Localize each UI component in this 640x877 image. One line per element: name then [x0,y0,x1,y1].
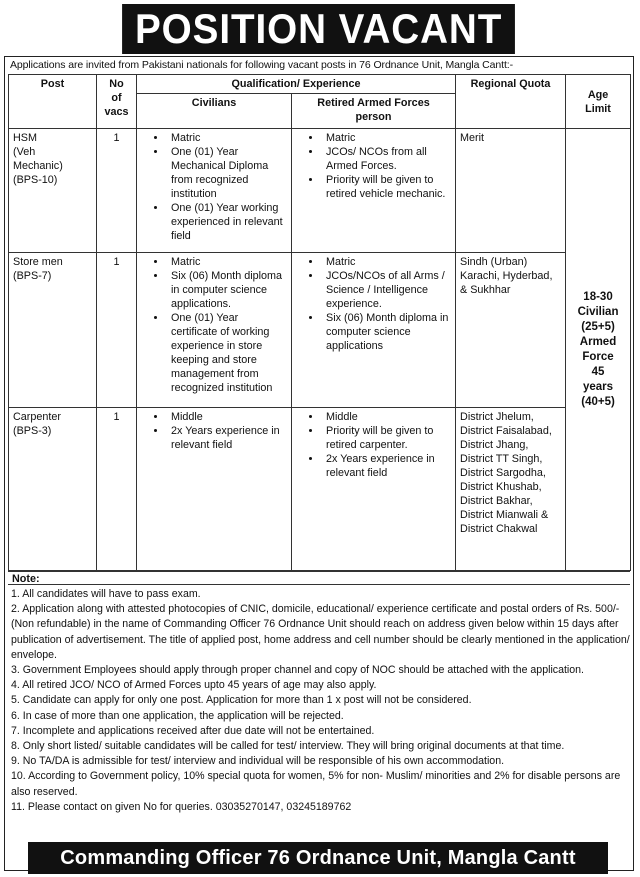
header-post: Post [9,75,97,129]
note-item: 2. Application along with attested photocopies of CNIC, domicile, educational/ experience certificate and postal orders of Rs. 500/- (Non refundable) in the name of Commanding Officer 76 Ordnance Unit should reach on address given below within 15 days after publication of advertisement. The title of applied post, home address and cell number should be clearly mentioned in the application/ envelope. [11,603,630,661]
qualification-item: • Priority will be given to retired carpenter. [322,424,451,452]
quota-line: District TT Singh, [460,453,543,465]
quota-line: Merit [460,132,485,144]
age-limit-line: Armed [579,335,617,348]
post-cell [9,129,97,253]
post-line: Store men [13,256,63,268]
civilians-qualification-cell [137,408,292,571]
note-item: 3. Government Employees should apply through proper channel and copy of NOC should be attached with the application. [11,664,585,677]
civilians-qualification-cell [137,253,292,408]
regional-quota-cell [456,408,566,571]
post-line: (Veh [13,146,36,158]
qualification-item: • 2x Years experience in relevant field [167,424,287,452]
age-limit-line: Civilian [577,305,619,318]
civilians-qualification-cell [137,129,292,253]
header-age-limit: Age Limit [566,75,631,129]
quota-line: District Bakhar, [460,495,533,507]
note-label: Note: [8,571,630,585]
qualification-item: • Matric [167,131,287,145]
header-civilians: Civilians [137,94,292,129]
title-banner [4,2,634,56]
quota-line: Karachi, Hyderbad, [460,270,553,282]
regional-quota-cell [456,253,566,408]
age-limit-cell [566,129,631,571]
age-limit-line: Force [582,350,614,363]
quota-line: District Mianwali & [460,509,549,521]
post-line: HSM [13,132,37,144]
table-row [9,253,631,408]
post-cell [9,253,97,408]
post-line: (BPS-10) [13,174,58,186]
page-title: POSITION VACANT [122,4,515,54]
table-row [9,129,631,253]
qualification-item: • JCOs/ NCOs from all Armed Forces. [322,145,451,173]
vacs-cell: 1 [97,408,137,571]
qualification-item: • 2x Years experience in relevant field [322,452,451,480]
note-item: 1. All candidates will have to pass exam. [11,588,201,600]
quota-line: District Jhang, [460,439,529,451]
note-item: 10. According to Government policy, 10% special quota for women, 5% for non- Muslim/ minorities and 2% for disable persons are also reserved. [11,770,621,798]
quota-line: District Chakwal [460,523,538,535]
post-line: Mechanic) [13,160,63,172]
table-row [9,408,631,571]
post-line: (BPS-7) [13,270,52,282]
age-limit-line: years [582,380,614,393]
notes-list [11,587,631,815]
qualification-item: • Matric [322,255,451,269]
footer-address-banner: Commanding Officer 76 Ordnance Unit, Mangla Cantt [28,842,608,874]
quota-line: Sindh (Urban) [460,256,528,268]
quota-line: District Faisalabad, [460,425,552,437]
note-item: 11. Please contact on given No for queries. 03035270147, 03245189762 [11,800,352,813]
note-item: 9. No TA/DA is admissible for test/ interview and individual will be responsible of his own accommodation. [11,755,505,768]
vacancy-table [8,74,631,571]
retired-qualification-cell [292,408,456,571]
note-item: 4. All retired JCO/ NCO of Armed Forces upto 45 years of age may also apply. [11,679,377,692]
retired-qualification-cell [292,253,456,408]
quota-line: District Khushab, [460,481,542,493]
note-item: 5. Candidate can apply for only one post. Application for more than 1 x post will not be considered. [11,694,472,707]
qualification-item: • Priority will be given to retired vehicle mechanic. [322,173,451,201]
quota-line: District Jhelum, [460,411,534,423]
header-qualification: Qualification/ Experience [137,75,456,94]
qualification-item: • One (01) Year certificate of working experience in store keeping and store management from recognized institution [167,311,287,395]
quota-line: & Sukhhar [460,284,511,296]
header-no-of-vacs: No of vacs [97,75,137,129]
vacs-cell: 1 [97,129,137,253]
header-retired-armed-forces: Retired Armed Forces person [292,94,456,129]
age-limit-line: 18-30 [583,290,613,303]
note-item: 6. In case of more than one application, the application will be rejected. [11,709,344,722]
note-item: 7. Incomplete and applications received after due date will not be entertained. [11,724,375,737]
qualification-item: • Six (06) Month diploma in computer science applications [322,311,451,353]
qualification-item: • JCOs/NCOs of all Arms / Science / Intelligence experience. [322,269,451,311]
note-item: 8. Only short listed/ suitable candidates will be called for test/ interview. They will bring original documents at that time. [11,740,565,753]
qualification-item: • One (01) Year working experienced in relevant field [167,201,287,243]
qualification-item: • Matric [167,255,287,269]
qualification-item: • Matric [322,131,451,145]
retired-qualification-cell [292,129,456,253]
intro-text: Applications are invited from Pakistani nationals for following vacant posts in 76 Ordnance Unit, Mangla Cantt:- [10,59,513,71]
qualification-item: • Middle [167,410,287,424]
age-limit-line: 45 [591,365,605,378]
regional-quota-cell [456,129,566,253]
qualification-item: • Middle [322,410,451,424]
post-line: (BPS-3) [13,425,52,437]
age-limit-line: (40+5) [581,395,615,408]
post-line: Carpenter [13,411,62,423]
qualification-item: • Six (06) Month diploma in computer science applications. [167,269,287,311]
age-limit-line: (25+5) [581,320,615,333]
qualification-item: • One (01) Year Mechanical Diploma from recognized institution [167,145,287,201]
vacs-cell: 1 [97,253,137,408]
post-cell [9,408,97,571]
quota-line: District Sargodha, [460,467,546,479]
header-regional-quota: Regional Quota [456,75,566,129]
